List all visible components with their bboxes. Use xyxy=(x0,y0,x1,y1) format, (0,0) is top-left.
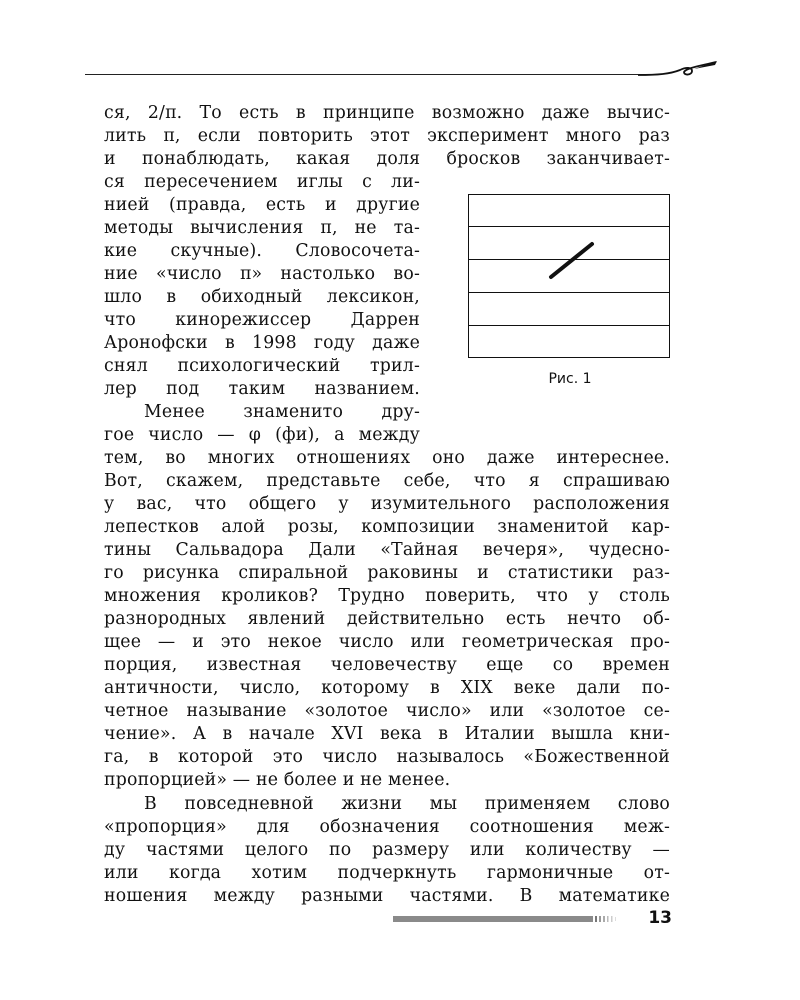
text-line: у вас, что общего у изумительного расположения xyxy=(104,494,670,514)
needle-illustration xyxy=(469,195,671,359)
text-line: шло в обиходный лексикон, xyxy=(104,287,420,307)
text-line: Аронофски в 1998 году даже xyxy=(104,333,420,353)
needle-figure xyxy=(468,194,670,358)
text-line: Вот, скажем, представьте себе, что я спрашиваю xyxy=(104,471,670,491)
text-line: лер под таким названием. xyxy=(104,379,420,399)
text-line: тины Сальвадора Дали «Тайная вечеря», чудесно- xyxy=(104,540,670,560)
text-line: методы вычисления π, не та- xyxy=(104,218,420,238)
header-flourish-icon xyxy=(630,56,720,86)
text-line: порция, известная человечеству еще со времен xyxy=(104,655,670,675)
text-line: снял психологический трил- xyxy=(104,356,420,376)
text-line: или когда хотим подчеркнуть гармоничные от- xyxy=(104,863,670,883)
text-line: и понаблюдать, какая доля бросков заканчивает- xyxy=(104,149,670,169)
text-line: га, в которой это число называлось «Божественной xyxy=(104,747,670,767)
text-line: кие скучные). Словосочета- xyxy=(104,241,420,261)
text-line: четное называние «золотое число» или «золотое се- xyxy=(104,701,670,721)
text-line: го рисунка спиральной раковины и статистики раз- xyxy=(104,563,670,583)
needle-icon xyxy=(551,244,592,277)
text-line: ду частями целого по размеру или количеству — xyxy=(104,840,670,860)
footer-decoration xyxy=(393,914,623,924)
text-line: пропорцией» — не более и не менее. xyxy=(104,770,451,790)
text-line: лить π, если повторить этот эксперимент много раз xyxy=(104,126,670,146)
page-number: 13 xyxy=(648,908,672,928)
text-line: тем, во многих отношениях оно даже интереснее. xyxy=(104,448,670,468)
text-line: лепестков алой розы, композиции знаменитой кар- xyxy=(104,517,670,537)
text-line: множения кроликов? Трудно поверить, что у столь xyxy=(104,586,670,606)
text-line: ся, 2/π. То есть в принципе возможно даже вычис- xyxy=(104,103,670,123)
text-line: щее — и это некое число или геометрическая про- xyxy=(104,632,670,652)
text-line: разнородных явлений действительно есть нечто об- xyxy=(104,609,670,629)
text-line: нией (правда, есть и другие xyxy=(104,195,420,215)
header-rule xyxy=(85,74,645,75)
figure-caption: Рис. 1 xyxy=(548,371,592,387)
text-line: «пропорция» для обозначения соотношения меж- xyxy=(104,817,670,837)
text-line: ся пересечением иглы с ли- xyxy=(104,172,420,192)
text-line: ношения между разными частями. В математике xyxy=(104,886,670,906)
paragraph-start-line: Менее знаменито дру- xyxy=(144,402,420,422)
text-line: ние «число π» настолько во- xyxy=(104,264,420,284)
text-line: чение». А в начале XVI века в Италии вышла кни- xyxy=(104,724,670,744)
text-line: что кинорежиссер Даррен xyxy=(104,310,420,330)
paragraph-start-line: В повседневной жизни мы применяем слово xyxy=(144,794,670,814)
text-line: гое число — φ (фи), а между xyxy=(104,425,420,445)
text-line: античности, число, которому в XIX веке дали по- xyxy=(104,678,670,698)
